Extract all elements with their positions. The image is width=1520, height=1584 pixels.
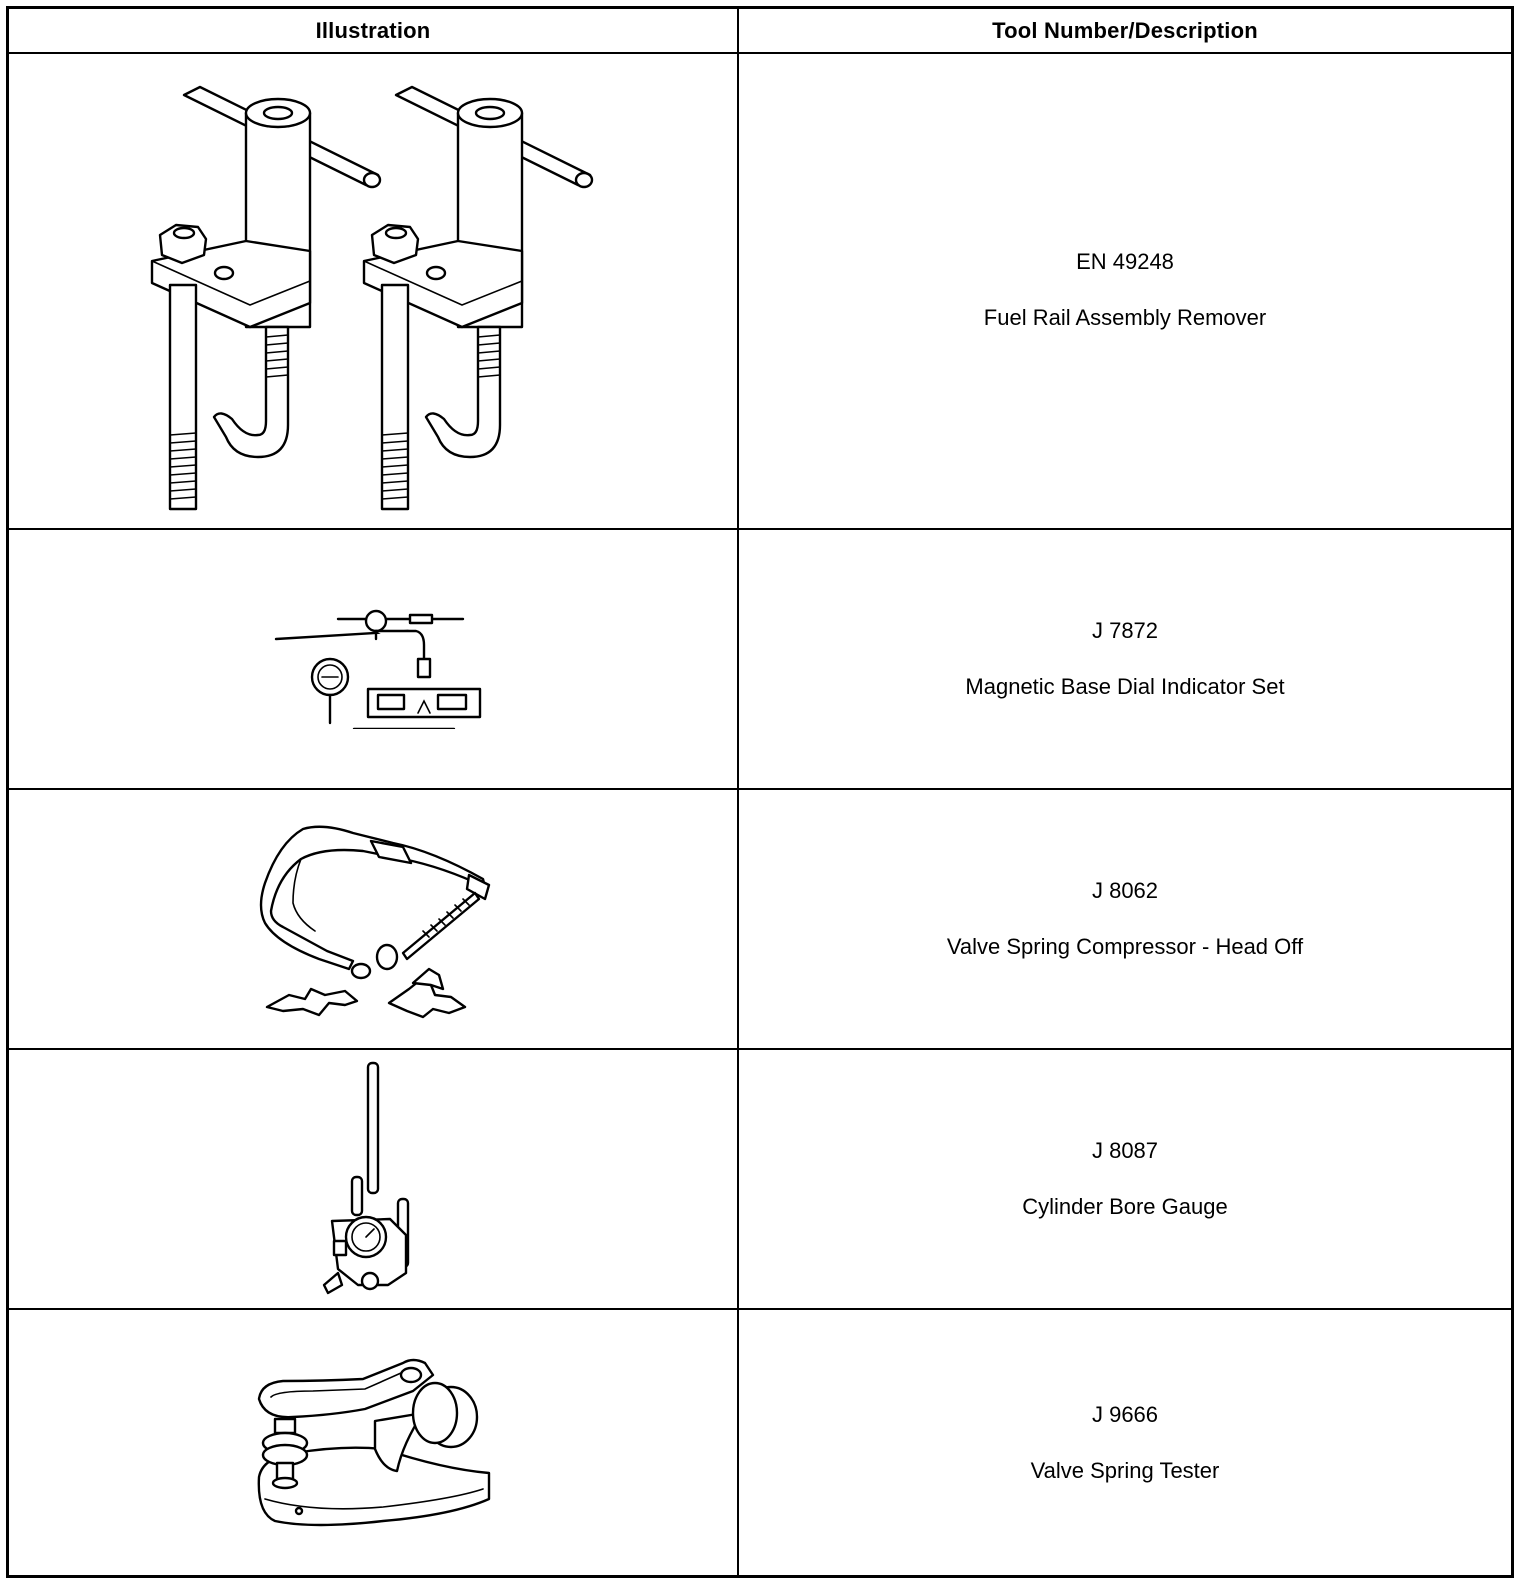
tool-description: Magnetic Base Dial Indicator Set — [965, 674, 1285, 699]
illustration-cell — [9, 1310, 739, 1575]
tool-description: Cylinder Bore Gauge — [1022, 1194, 1228, 1219]
dial-indicator-set-icon — [258, 589, 488, 729]
table-row — [9, 528, 1511, 788]
table-row — [9, 788, 1511, 1048]
description-cell — [739, 790, 1511, 1048]
header-illustration: Illustration — [9, 9, 739, 52]
illustration-cell — [9, 52, 739, 528]
header-tool-description: Tool Number/Description — [992, 17, 1258, 43]
description-cell — [739, 1050, 1511, 1308]
valve-spring-tester-icon — [253, 1353, 493, 1533]
tool-number: J 9666 — [1091, 1401, 1159, 1427]
tool-number: J 8062 — [1091, 878, 1159, 903]
tool-number: J 8087 — [1091, 1138, 1159, 1163]
tool-description: Fuel Rail Assembly Remover — [983, 305, 1267, 330]
table-header — [9, 9, 1511, 54]
tool-number: J 7872 — [1091, 618, 1159, 643]
description-cell — [739, 52, 1511, 528]
tool-table — [6, 6, 1514, 1578]
illustration-cell — [9, 530, 739, 788]
illustration-cell — [9, 790, 739, 1048]
tool-description: Valve Spring Tester — [1030, 1457, 1220, 1483]
table-row — [9, 52, 1511, 528]
bore-gauge-icon — [318, 1059, 428, 1299]
table-row — [9, 1308, 1511, 1575]
description-cell — [739, 1310, 1511, 1575]
valve-spring-compressor-icon — [253, 819, 493, 1019]
table-row — [9, 1048, 1511, 1308]
illustration-cell — [9, 1050, 739, 1308]
description-cell — [739, 530, 1511, 788]
tool-description: Valve Spring Compressor - Head Off — [946, 934, 1304, 959]
tool-number: EN 49248 — [1076, 249, 1174, 274]
fuel-rail-remover-icon — [138, 65, 608, 515]
